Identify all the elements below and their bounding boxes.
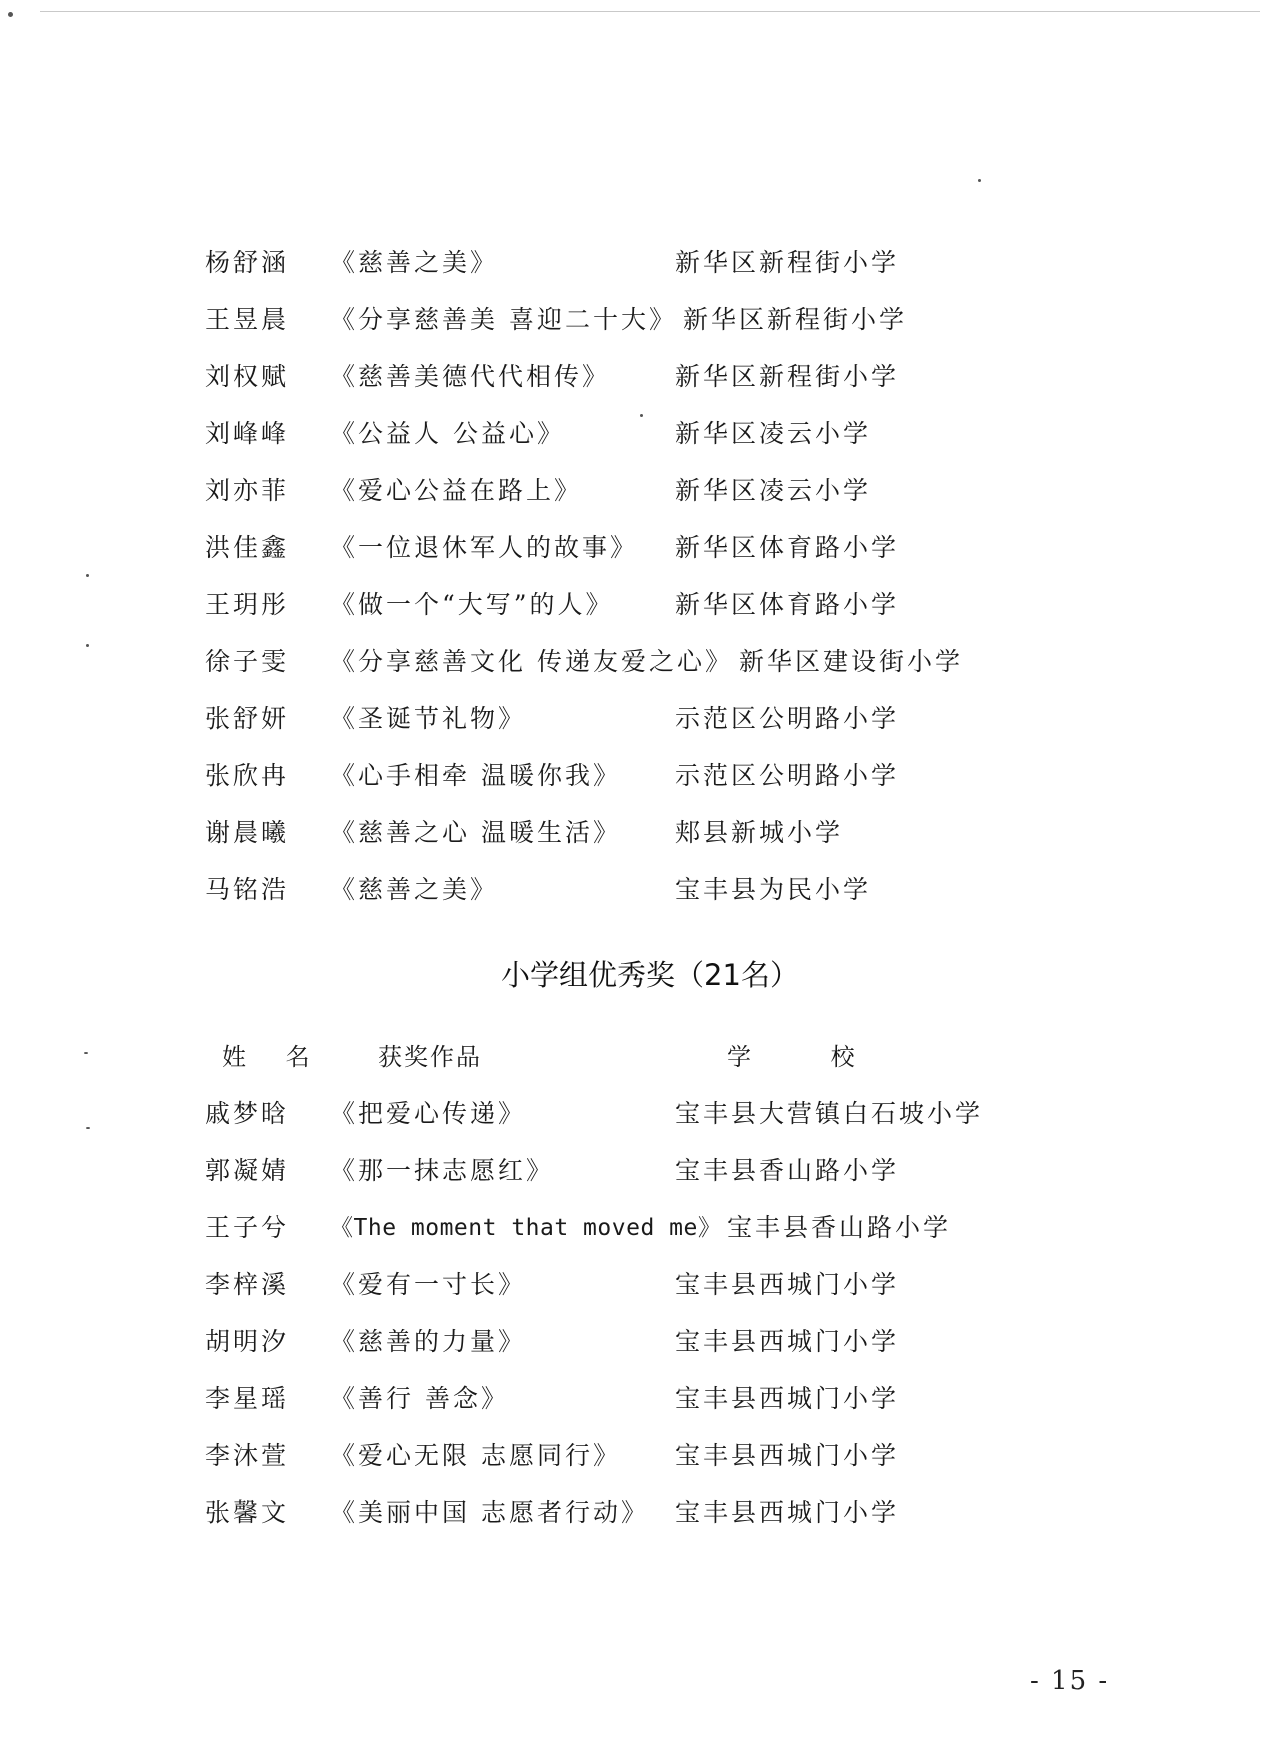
student-name: 李星瑶	[205, 1384, 290, 1413]
award-work-title: 《爱有一寸长》	[330, 1270, 527, 1299]
school-name: 宝丰县西城门小学	[675, 1327, 900, 1356]
scan-speck	[84, 1052, 88, 1054]
student-name: 胡明汐	[205, 1327, 290, 1356]
school-name: 新华区体育路小学	[675, 590, 900, 619]
section-title: 小学组优秀奖（21名）	[501, 958, 799, 992]
school-name: 新华区凌云小学	[675, 476, 872, 505]
scan-speck	[86, 574, 89, 577]
award-work-title: 《分享慈善文化 传递友爱之心》	[330, 647, 733, 676]
student-name: 王昱晨	[205, 305, 290, 334]
award-work-title: 《The moment that moved me》	[330, 1215, 722, 1241]
student-name: 张欣冉	[205, 761, 290, 790]
award-work-title: 《把爱心传递》	[330, 1099, 527, 1128]
school-name: 宝丰县西城门小学	[675, 1498, 900, 1527]
award-work-title: 《慈善之美》	[330, 875, 499, 904]
award-work-title: 《善行 善念》	[330, 1384, 509, 1413]
student-name: 洪佳鑫	[205, 533, 290, 562]
scan-speck	[86, 644, 89, 647]
header-name: 姓 名	[222, 1043, 326, 1071]
award-work-title: 《慈善美德代代相传》	[330, 362, 611, 391]
award-work-title: 《心手相牵 温暖你我》	[330, 761, 621, 790]
award-work-title: 《分享慈善美 喜迎二十大》	[330, 305, 677, 334]
school-name: 示范区公明路小学	[675, 704, 900, 733]
award-work-title: 《爱心无限 志愿同行》	[330, 1441, 621, 1470]
award-work-title: 《慈善之心 温暖生活》	[330, 818, 621, 847]
school-name: 新华区新程街小学	[683, 305, 908, 334]
student-name: 张馨文	[205, 1498, 290, 1527]
header-work: 获奖作品	[378, 1043, 482, 1071]
school-name: 宝丰县西城门小学	[675, 1270, 900, 1299]
award-work-title: 《做一个“大写”的人》	[330, 590, 614, 619]
scan-speck	[640, 414, 643, 417]
award-work-title: 《美丽中国 志愿者行动》	[330, 1498, 649, 1527]
header-school: 学 校	[727, 1043, 891, 1071]
scan-speck	[978, 179, 981, 182]
award-work-title: 《公益人 公益心》	[330, 419, 565, 448]
school-name: 郏县新城小学	[675, 818, 844, 847]
student-name: 王子兮	[205, 1213, 290, 1242]
school-name: 宝丰县香山路小学	[727, 1213, 952, 1242]
school-name: 宝丰县为民小学	[675, 875, 872, 904]
school-name: 新华区新程街小学	[675, 248, 900, 277]
school-name: 宝丰县西城门小学	[675, 1441, 900, 1470]
award-work-title: 《慈善之美》	[330, 248, 499, 277]
school-name: 示范区公明路小学	[675, 761, 900, 790]
award-work-title: 《慈善的力量》	[330, 1327, 527, 1356]
student-name: 戚梦晗	[205, 1099, 290, 1128]
student-name: 马铭浩	[205, 875, 290, 904]
school-name: 宝丰县大营镇白石坡小学	[675, 1099, 984, 1128]
page-number: - 15 -	[1030, 1666, 1110, 1696]
scan-top-edge	[40, 11, 1260, 12]
student-name: 杨舒涵	[205, 248, 290, 277]
scan-speck	[8, 12, 13, 17]
school-name: 新华区新程街小学	[675, 362, 900, 391]
student-name: 李梓溪	[205, 1270, 290, 1299]
student-name: 刘亦菲	[205, 476, 290, 505]
student-name: 王玥彤	[205, 590, 290, 619]
school-name: 宝丰县香山路小学	[675, 1156, 900, 1185]
student-name: 李沐萱	[205, 1441, 290, 1470]
award-work-title: 《圣诞节礼物》	[330, 704, 527, 733]
award-work-title: 《一位退休军人的故事》	[330, 533, 639, 562]
student-name: 张舒妍	[205, 704, 290, 733]
scan-speck	[86, 1127, 90, 1129]
student-name: 谢晨曦	[205, 818, 290, 847]
school-name: 新华区体育路小学	[675, 533, 900, 562]
award-work-title: 《爱心公益在路上》	[330, 476, 583, 505]
student-name: 刘权赋	[205, 362, 290, 391]
school-name: 宝丰县西城门小学	[675, 1384, 900, 1413]
student-name: 徐子雯	[205, 647, 290, 676]
student-name: 郭凝婧	[205, 1156, 290, 1185]
award-work-title: 《那一抹志愿红》	[330, 1156, 555, 1185]
school-name: 新华区建设街小学	[739, 647, 964, 676]
student-name: 刘峰峰	[205, 419, 290, 448]
school-name: 新华区凌云小学	[675, 419, 872, 448]
